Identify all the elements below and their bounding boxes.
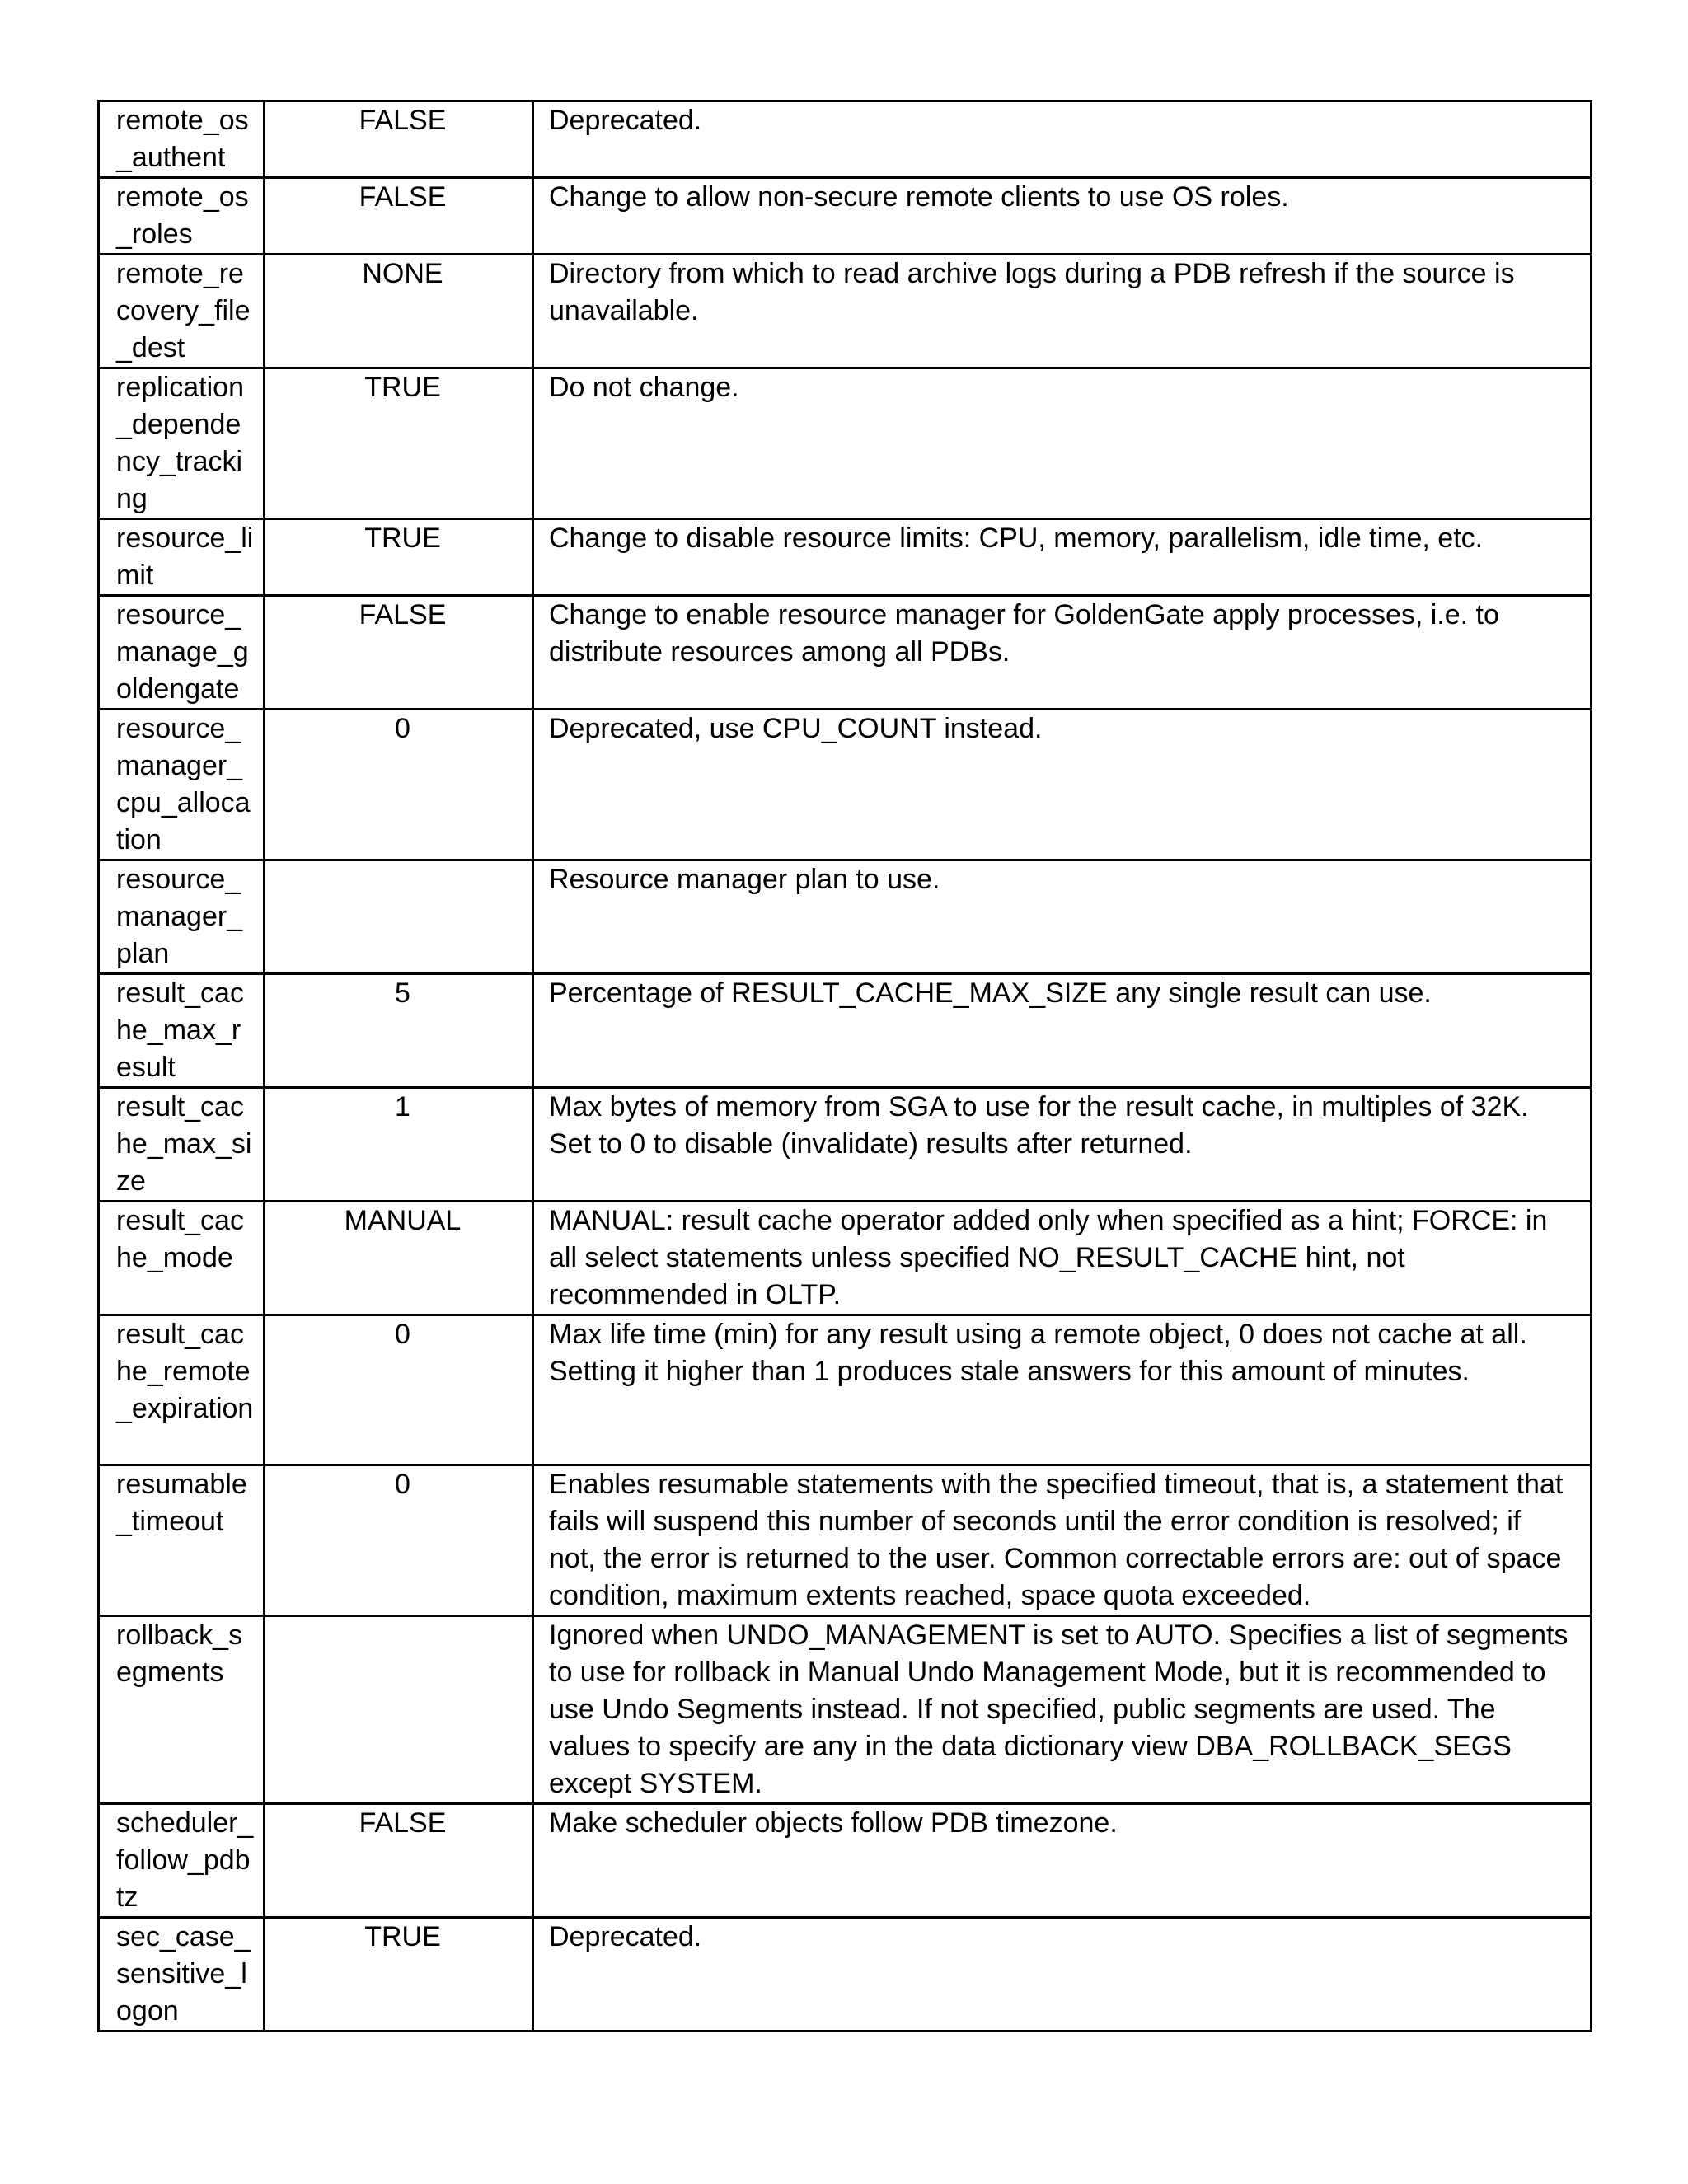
- table-row: [99, 101, 1592, 178]
- parameter-default: TRUE: [265, 519, 533, 596]
- table-row: [99, 974, 1592, 1088]
- table-row: [99, 178, 1592, 255]
- parameter-name: result_cache_remote_expiration: [99, 1315, 265, 1465]
- parameter-description: Max bytes of memory from SGA to use for the result cache, in multiples of 32K. Set to 0 to disable (invalidate) results after returned.: [533, 1088, 1592, 1202]
- parameter-default: NONE: [265, 255, 533, 368]
- table-row: [99, 368, 1592, 519]
- parameter-default: 0: [265, 1315, 533, 1465]
- parameter-description: Max life time (min) for any result using a remote object, 0 does not cache at all. Setting it higher than 1 produces stale answers for this amount of minutes.: [533, 1315, 1592, 1465]
- parameter-default: FALSE: [265, 178, 533, 255]
- parameter-name: resource_manage_goldengate: [99, 596, 265, 710]
- parameter-default: FALSE: [265, 596, 533, 710]
- parameter-name: remote_os_authent: [99, 101, 265, 178]
- table-row: [99, 596, 1592, 710]
- parameter-default: FALSE: [265, 1804, 533, 1918]
- parameter-description: Enables resumable statements with the specified timeout, that is, a statement that fails will suspend this number of seconds until the error condition is resolved; if not, the error is returned to the user. Common correctable errors are: out of space condition, maximum extents reached, space quota exceeded.: [533, 1465, 1592, 1616]
- parameter-description: MANUAL: result cache operator added only when specified as a hint; FORCE: in all select statements unless specified NO_RESULT_CACHE hint, not recommended in OLTP.: [533, 1202, 1592, 1315]
- table-row: [99, 255, 1592, 368]
- parameter-description: Deprecated, use CPU_COUNT instead.: [533, 710, 1592, 860]
- parameter-description: Ignored when UNDO_MANAGEMENT is set to AUTO. Specifies a list of segments to use for rollback in Manual Undo Management Mode, but it is recommended to use Undo Segments instead. If not specified, public segments are used. The values to specify are any in the data dictionary view DBA_ROLLBACK_SEGS except SYSTEM.: [533, 1616, 1592, 1804]
- parameter-default: 1: [265, 1088, 533, 1202]
- table-row: [99, 1616, 1592, 1804]
- parameter-description: Deprecated.: [533, 101, 1592, 178]
- parameter-name: scheduler_follow_pdbtz: [99, 1804, 265, 1918]
- parameter-default: FALSE: [265, 101, 533, 178]
- table-row: [99, 710, 1592, 860]
- parameter-description: Change to disable resource limits: CPU, memory, parallelism, idle time, etc.: [533, 519, 1592, 596]
- parameter-default: [265, 1616, 533, 1804]
- table-row: [99, 1918, 1592, 2032]
- parameter-name: resumable_timeout: [99, 1465, 265, 1616]
- parameter-name: sec_case_sensitive_logon: [99, 1918, 265, 2032]
- parameter-description: Percentage of RESULT_CACHE_MAX_SIZE any single result can use.: [533, 974, 1592, 1088]
- parameter-name: resource_manager_cpu_allocation: [99, 710, 265, 860]
- parameters-table: [97, 100, 1592, 2032]
- parameter-name: result_cache_mode: [99, 1202, 265, 1315]
- parameter-description: Directory from which to read archive logs during a PDB refresh if the source is unavailable.: [533, 255, 1592, 368]
- parameter-default: TRUE: [265, 1918, 533, 2032]
- parameter-name: remote_os_roles: [99, 178, 265, 255]
- parameter-name: replication_dependency_tracking: [99, 368, 265, 519]
- parameter-description: Do not change.: [533, 368, 1592, 519]
- parameter-default: 0: [265, 710, 533, 860]
- table-row: [99, 1804, 1592, 1918]
- table-row: [99, 860, 1592, 974]
- parameter-name: result_cache_max_result: [99, 974, 265, 1088]
- parameter-default: TRUE: [265, 368, 533, 519]
- parameter-description: Change to allow non-secure remote clients to use OS roles.: [533, 178, 1592, 255]
- table-row: [99, 1202, 1592, 1315]
- parameter-default: MANUAL: [265, 1202, 533, 1315]
- parameter-name: remote_recovery_file_dest: [99, 255, 265, 368]
- parameter-default: 0: [265, 1465, 533, 1616]
- parameter-name: resource_limit: [99, 519, 265, 596]
- parameter-default: [265, 860, 533, 974]
- parameter-description: Deprecated.: [533, 1918, 1592, 2032]
- table-row: [99, 1315, 1592, 1465]
- parameter-description: Resource manager plan to use.: [533, 860, 1592, 974]
- table-row: [99, 519, 1592, 596]
- table-row: [99, 1465, 1592, 1616]
- parameter-default: 5: [265, 974, 533, 1088]
- parameter-name: result_cache_max_size: [99, 1088, 265, 1202]
- parameter-name: rollback_segments: [99, 1616, 265, 1804]
- parameter-description: Make scheduler objects follow PDB timezone.: [533, 1804, 1592, 1918]
- table-row: [99, 1088, 1592, 1202]
- parameter-name: resource_manager_plan: [99, 860, 265, 974]
- parameter-description: Change to enable resource manager for GoldenGate apply processes, i.e. to distribute resources among all PDBs.: [533, 596, 1592, 710]
